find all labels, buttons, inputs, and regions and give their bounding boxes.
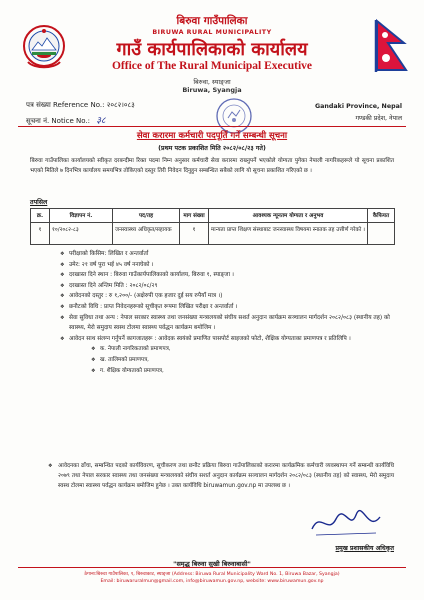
notice-number <box>26 113 106 126</box>
documents-item-text: आवेदन साथ संलग्न गर्नुपर्ने कागजातहरू : आवेदक स्वयंको प्रमाणित पासपोर्ट साइजको फोटो, शैक्षिक योग्यताका प्रमाणपत्र र प्रतिलिपि । <box>69 335 351 342</box>
list-item: ❖ सेवा सुविधा तथा अन्य : नेपाल सरकार स्वास्थ्य तथा जनसंख्या मन्त्रालयको संघीय सशर्त अनुदान कार्यक्रम सञ्चालन मार्गदर्शन २०८२/०८३ (स्थानीय तह) को स्वास्थ्य, मेरो समुदाय स्वस्थ टोलमा स्वास्थ्य पर्वद्धन कार्यक्रम बमोजिम । <box>60 313 394 334</box>
closing-paragraph: ❖ आवेदनका ढाँचा, सम्बन्धित पदको कार्यविवरण, सूचीकरण तथा छनौट प्रक्रिया बिरुवा गाउँपालिकाको करारमा कार्यक्रमिक कर्मचारी व्यवस्थापन गर्ने सम्बन्धी कार्यविधि २०७९ तथा नेपाल सरकार स्वास्थ्य तथा जनसंख्या मन्त्रालयको संघीय सशर्त अनुदान कार्यक्रम सञ्चालन मार्गदर्शन २०८२/०८३ (स्थानीय तह) को स्वास्थ्य, मेरो समुदाय स्वस्थ टोलमा स्वास्थ्य पर्वद्धन कार्यक्रम बमोजिम हुनेछ । उक्त कार्यविधि biruwamun.gov.np मा उपलब्ध छ । <box>48 461 394 492</box>
header-post: पद/तह <box>113 209 180 223</box>
footer-contact: Email: biruwaruralmun@gmail.com, info@biruwamun.gov.np, website: www.biruwamun.gov.np <box>100 579 324 584</box>
list-item: ❖ उमेर: २१ वर्ष पुरा भई ४५ वर्ष ननाघेको । <box>60 260 394 271</box>
list-item: ❖ परीक्षाको किसिम: लिखित र अन्तर्वार्ता <box>60 249 394 260</box>
sub-list-item: ❖ ग. शैक्षिक योग्यताको प्रमाणपत्र, <box>91 366 394 377</box>
office-name-np: गाउँ कार्यपालिकाको कार्यालय <box>116 39 308 60</box>
notice-label: सूचना नं. Notice No.: <box>26 117 91 125</box>
list-item: ❖ छनौटको विधि : प्राप्त निवेदनहरूको सूचीकृत रूपमा लिखित परीक्षा र अन्तर्वार्ता । <box>60 302 394 313</box>
list-item: ❖ आवेदनको दस्तुर : रु १,२००/- (अक्षेरुपी एक हजार दुई सय रुपैयाँ मात्र ।) <box>60 291 394 302</box>
notice-subtitle: (प्रथम पटक प्रकाशित मिति २०८२/०८/२३ गते) <box>158 145 266 152</box>
vacancy-table <box>30 208 395 245</box>
table-label: तपसिल <box>30 199 48 206</box>
intro-paragraph: बिरुवा गाउँपालिका कार्यालयको स्वीकृत दरबन्दीमा रिक्त पदमा निम्न अनुसार कर्मचारी सेवा करारमा राख्नुपर्ने भएकोले योग्यता पुगेका नेपाली नागरिकहरूले यो सूचना प्रकाशित भएको मितिले ७ दिनभित्र कार्यालय समयभित्र तोकिएको दस्तुर तिरी निवेदन दिनुहुन सम्बन्धित सबैको लागि यो सूचना प्रकाशित गरिएको छ । <box>30 158 394 174</box>
table-row <box>31 223 395 245</box>
notice-title: सेवा करारमा कर्मचारी पदपूर्ति गर्ने सम्बन्धी सूचना <box>136 131 288 141</box>
reference-label: पत्र संख्या Reference No.: <box>26 101 105 109</box>
footer-motto: "समृद्ध बिरुवा सुखी बिरुवाबासी" <box>173 560 251 568</box>
province-en: Gandaki Province, Nepal <box>314 103 402 110</box>
requirements-list <box>60 249 394 376</box>
cell-ad-no: १०/२०८२-८३ <box>50 223 113 245</box>
reference-number <box>26 101 135 110</box>
header-qualification: आवश्यक न्यूनतम योग्यता र अनुभव <box>209 209 368 223</box>
list-item: ❖ दरखास्त दिने अन्तिम मिति : २०८२/०८/२९ <box>60 281 394 292</box>
signature-image <box>306 505 386 541</box>
address-np: बिरुवा, स्याङ्जा <box>193 78 231 86</box>
office-name-en: Office of The Rural Municipal Executive <box>111 60 313 72</box>
sub-list-item: ❖ क. नेपाली नागरिकताको प्रमाणपत्र, <box>91 344 394 355</box>
footer-divider <box>18 567 406 568</box>
header-ad-no: विज्ञापन नं. <box>50 209 113 223</box>
municipality-name-en: BIRUWA RURAL MUNICIPALITY <box>152 29 272 36</box>
header-count: माग संख्या <box>180 209 209 223</box>
documents-sub-list <box>69 344 394 376</box>
cell-count: १ <box>180 223 209 245</box>
sub-list-item: ❖ ख. तालिमको प्रमाणपत्र, <box>91 355 394 366</box>
header-remarks: कैफियत <box>368 209 395 223</box>
municipality-name-np: बिरुवा गाउँपालिका <box>176 15 248 27</box>
province-np: गण्डकी प्रदेश, नेपाल <box>355 115 402 122</box>
notice-value: ३८ <box>96 116 106 126</box>
cell-sn: १ <box>31 223 50 245</box>
footer-address: ठेगाना:बिरुवा गाउँपालिका, १, बिरुवाकाट, स्याङ्जा (Address: Biruwa Rural Municipality Ward No. 1, Biruwa Bazar, Syangja) <box>84 572 340 577</box>
table-header-row <box>31 209 395 223</box>
header-divider <box>18 126 406 127</box>
cell-qualification: मान्यता प्राप्त शिक्षण संस्थाबाट जनस्वास्थ्य विषयमा स्नातक तह उत्तीर्ण गरेको । <box>209 223 368 245</box>
list-item: ❖ दरखास्त दिने स्थान : बिरुवा गाउँकार्यपालिकाको कार्यालय, बिरुवा १, स्याङ्जा । <box>60 270 394 281</box>
reference-value: २०८२।०८३ <box>106 102 135 109</box>
signatory-title: प्रमुख प्रशासकीय अधिकृत <box>335 545 394 552</box>
list-item <box>60 334 394 376</box>
cell-remarks <box>368 223 395 245</box>
address-en: Biruwa, Syangja <box>182 86 242 94</box>
header-sn: क्र. <box>31 209 50 223</box>
cell-post: जनस्वास्थ्य अधिकृत/सहायक <box>113 223 180 245</box>
